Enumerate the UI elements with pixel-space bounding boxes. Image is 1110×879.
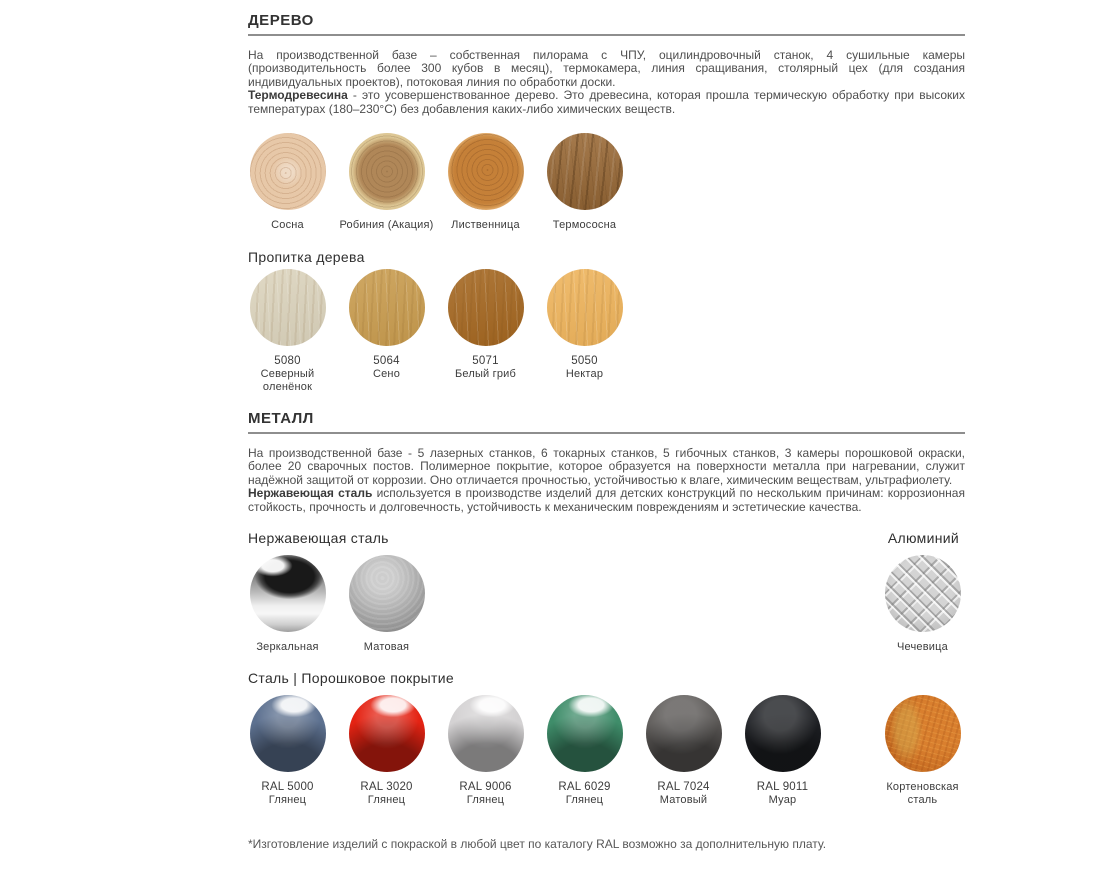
- ral7024-swatch-circle: [646, 695, 722, 772]
- wood-swatch-larch: [436, 133, 535, 232]
- ral-finish: Муар: [768, 794, 797, 807]
- swatch-label: [634, 781, 733, 807]
- ral-finish: Глянец: [565, 794, 604, 807]
- stain-swatch-row: [238, 269, 978, 394]
- stain-name: Сено: [372, 368, 401, 381]
- swatch-label: Матовая: [363, 641, 410, 654]
- stain-code: 5050: [571, 355, 598, 368]
- ral-code: RAL 7024: [657, 781, 710, 794]
- stainless-subheading: Нержавеющая сталь: [248, 530, 389, 547]
- ral3020-swatch-circle: [349, 695, 425, 772]
- ral-finish: Глянец: [466, 794, 505, 807]
- checkerplate-swatch-circle: [885, 555, 961, 632]
- powder-coating-subheading: Сталь | Порошковое покрытие: [248, 670, 454, 687]
- metal-paragraph-1: На производственной базе - 5 лазерных станков, 6 токарных станков, 5 гибочных станков, 3 камеры порошковой окраски, более 20 сварочных постов. Полимерное покрытие, которое образуется на поверхности металла при нагревании, служит надёжной защитой от коррозии. Оно отличается прочностью, устойчивостью к влаге, химическим веществам, ультрафиолету.: [248, 446, 965, 487]
- wood-paragraph-1: На производственной базе – собственная пилорама с ЧПУ, оцилиндровочный станок, 4 сушильные камеры (производительность более 300 кубов в месяц), термокамера, линия сращивания, столярный цех (для создания индивидуальных проектов), потоковая линия по обработки доски.: [248, 48, 965, 89]
- swatch-label: Кортеновская сталь: [886, 781, 959, 807]
- stainless-swatch-matte: [337, 555, 436, 654]
- larch-wood-swatch-circle: [448, 133, 524, 210]
- stainless-heading-row: [248, 530, 965, 546]
- stain-swatch-5050: [535, 269, 634, 394]
- ral9011-swatch-circle: [745, 695, 821, 772]
- swatch-label: [238, 355, 337, 394]
- ral9006-swatch-circle: [448, 695, 524, 772]
- corten-steel-swatch-circle: [885, 695, 961, 772]
- stain-code: 5080: [274, 355, 301, 368]
- swatch-label: [337, 781, 436, 807]
- swatch-label: Сосна: [271, 219, 304, 232]
- swatch-label: Лиственница: [451, 219, 520, 232]
- wood-swatch-pine: [238, 133, 337, 232]
- aluminum-swatch-checkerplate: [873, 555, 972, 654]
- stain-name: Северный оленёнок: [260, 368, 315, 394]
- swatch-label: [436, 355, 535, 381]
- robinia-wood-swatch-circle: [349, 133, 425, 210]
- swatch-label: [238, 781, 337, 807]
- stain-swatch-circle: [547, 269, 623, 346]
- wood-swatch-robinia: [337, 133, 436, 232]
- pine-wood-swatch-circle: [250, 133, 326, 210]
- stain-code: 5071: [472, 355, 499, 368]
- powder-swatch-corten: [873, 695, 972, 807]
- page-content: [248, 0, 965, 851]
- ral-code: RAL 3020: [360, 781, 413, 794]
- wood-swatch-row: [238, 133, 978, 232]
- wood-section-title: ДЕРЕВО: [248, 12, 314, 29]
- swatch-label: Робиния (Акация): [339, 219, 434, 232]
- ral-finish: Глянец: [367, 794, 406, 807]
- stain-swatch-circle: [448, 269, 524, 346]
- wood-paragraph-2-rest: - это усовершенствованное дерево. Это древесина, которая прошла термическую обработку при высоких температурах (180–230°С) без добавления каких-либо химических веществ.: [248, 88, 965, 116]
- ral-finish: Глянец: [268, 794, 307, 807]
- section-divider: [248, 432, 965, 434]
- ral6029-swatch-circle: [547, 695, 623, 772]
- wood-paragraph-2-lead: Термодревесина: [248, 88, 348, 103]
- wood-swatch-thermopine: [535, 133, 634, 232]
- swatch-label: Термососна: [552, 219, 617, 232]
- stain-swatch-circle: [349, 269, 425, 346]
- mirror-steel-swatch-circle: [250, 555, 326, 632]
- swatch-label: [535, 355, 634, 381]
- metal-section-title: МЕТАЛЛ: [248, 410, 314, 428]
- stain-swatch-5064: [337, 269, 436, 394]
- metal-paragraph-2: [248, 487, 965, 514]
- stain-swatch-5071: [436, 269, 535, 394]
- metal-paragraph-2-lead: Нержавеющая сталь: [248, 486, 373, 501]
- metal-paragraph-2-rest: используется в производстве изделий для детских конструкций по нескольким причинам: коррозионная стойкость, прочность и долговечность, устойчивость к механическим повреждениям и эстетические качества.: [248, 486, 965, 514]
- stain-name: Нектар: [565, 368, 604, 381]
- ral-footnote: *Изготовление изделий с покраской в любой цвет по каталогу RAL возможно за дополнительную плату.: [248, 837, 827, 852]
- stain-name: Белый гриб: [454, 368, 517, 381]
- stain-code: 5064: [373, 355, 400, 368]
- powder-swatch-ral6029: [535, 695, 634, 807]
- powder-swatch-ral5000: [238, 695, 337, 807]
- stain-swatch-5080: [238, 269, 337, 394]
- powder-swatch-ral9006: [436, 695, 535, 807]
- ral5000-swatch-circle: [250, 695, 326, 772]
- ral-finish: Матовый: [659, 794, 708, 807]
- powder-swatch-row: [238, 695, 978, 807]
- swatch-label: Зеркальная: [256, 641, 319, 654]
- matte-steel-swatch-circle: [349, 555, 425, 632]
- thermopine-wood-swatch-circle: [547, 133, 623, 210]
- swatch-label: [337, 355, 436, 381]
- aluminum-subheading: Алюминий: [887, 530, 959, 547]
- wood-paragraph-2: [248, 89, 965, 116]
- ral-code: RAL 9006: [459, 781, 512, 794]
- powder-swatch-ral3020: [337, 695, 436, 807]
- stain-subheading: Пропитка дерева: [248, 249, 365, 266]
- ral-code: RAL 9011: [756, 781, 809, 794]
- stainless-swatch-row: [238, 555, 978, 654]
- swatch-label: [535, 781, 634, 807]
- stainless-swatch-mirror: [238, 555, 337, 654]
- powder-swatch-ral9011: [733, 695, 832, 807]
- swatch-label: [733, 781, 832, 807]
- ral-code: RAL 5000: [261, 781, 314, 794]
- section-divider: [248, 34, 965, 36]
- swatch-label: [436, 781, 535, 807]
- stain-swatch-circle: [250, 269, 326, 346]
- swatch-label: Чечевица: [897, 641, 948, 654]
- powder-swatch-ral7024: [634, 695, 733, 807]
- ral-code: RAL 6029: [558, 781, 611, 794]
